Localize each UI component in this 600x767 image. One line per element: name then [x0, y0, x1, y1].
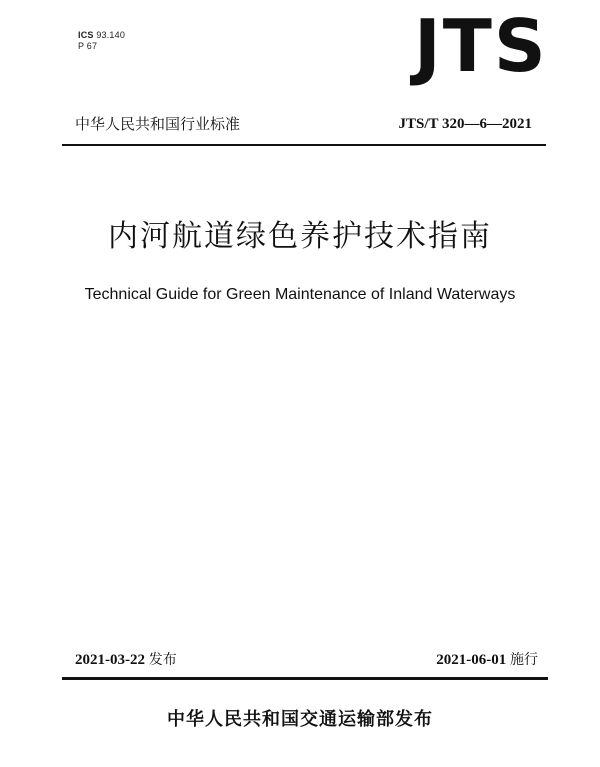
standard-type: 中华人民共和国行业标准: [75, 115, 241, 133]
publisher: 中华人民共和国交通运输部发布: [167, 709, 433, 730]
standard-code: JTS/T 320—6—2021: [398, 116, 532, 132]
ics-code: 93.140: [96, 30, 126, 40]
classification-codes: [78, 30, 125, 52]
ics-label: ICS: [78, 30, 94, 40]
implement-date-line: [436, 650, 538, 670]
ccs-code: P 67: [78, 41, 98, 51]
issue-date-line: [75, 650, 177, 670]
title-chinese: 内河航道绿色养护技术指南: [108, 219, 492, 254]
jts-logo: JTS: [414, 4, 548, 88]
ics-line: [78, 30, 125, 41]
issue-label: 发布: [148, 652, 177, 668]
issue-date: 2021-03-22: [75, 652, 145, 668]
bottom-divider: [62, 677, 548, 680]
implement-label: 施行: [510, 652, 538, 668]
implement-date: 2021-06-01: [436, 652, 507, 668]
top-divider: [62, 144, 546, 146]
title-english: Technical Guide for Green Maintenance of Inland Waterways: [84, 286, 516, 303]
